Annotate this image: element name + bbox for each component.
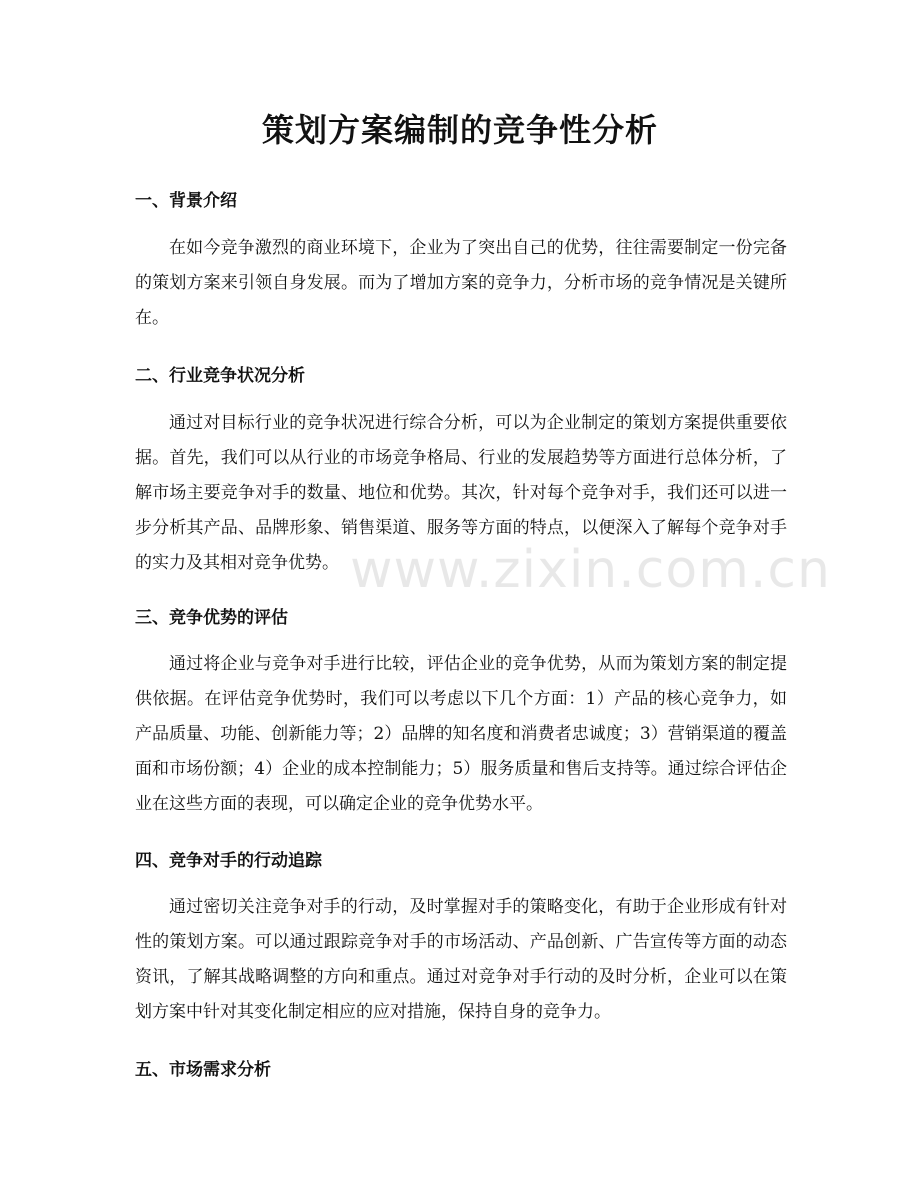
section-heading-competitor-tracking: 四、竞争对手的行动追踪	[135, 851, 322, 871]
section-heading-market-demand: 五、市场需求分析	[135, 1060, 271, 1080]
section-paragraph-background: 在如今竞争激烈的商业环境下，企业为了突出自己的优势，往往需要制定一份完备的策划方案来引领自身发展。而为了增加方案的竞争力，分析市场的竞争情况是关键所在。	[135, 238, 787, 328]
document-title: 策划方案编制的竞争性分析	[261, 111, 658, 149]
section-paragraph-competitor-tracking: 通过密切关注竞争对手的行动，及时掌握对手的策略变化，有助于企业形成有针对性的策划方案。可以通过跟踪竞争对手的市场活动、产品创新、广告宣传等方面的动态资讯，了解其战略调整的方向和重点。通过对竞争对手行动的及时分析，企业可以在策划方案中针对其变化制定相应的应对措施，保持自身的竞争力。	[135, 897, 787, 1022]
section-paragraph-industry-competition: 通过对目标行业的竞争状况进行综合分析，可以为企业制定的策划方案提供重要依据。首先，我们可以从行业的市场竞争格局、行业的发展趋势等方面进行总体分析，了解市场主要竞争对手的数量、地位和优势。其次，针对每个竞争对手，我们还可以进一步分析其产品、品牌形象、销售渠道、服务等方面的特点，以便深入了解每个竞争对手的实力及其相对竞争优势。	[135, 413, 787, 573]
section-paragraph-advantage-evaluation: 通过将企业与竞争对手进行比较，评估企业的竞争优势，从而为策划方案的制定提供依据。在评估竞争优势时，我们可以考虑以下几个方面：1）产品的核心竞争力，如产品质量、功能、创新能力等；2）品牌的知名度和消费者忠诚度；3）营销渠道的覆盖面和市场份额；4）企业的成本控制能力；5）服务质量和售后支持等。通过综合评估企业在这些方面的表现，可以确定企业的竞争优势水平。	[135, 654, 787, 814]
watermark: www.zixin.com.cn	[350, 540, 831, 600]
section-heading-background: 一、背景介绍	[135, 191, 237, 211]
section-heading-industry-competition: 二、行业竞争状况分析	[135, 366, 305, 386]
section-heading-advantage-evaluation: 三、竞争优势的评估	[135, 608, 288, 628]
